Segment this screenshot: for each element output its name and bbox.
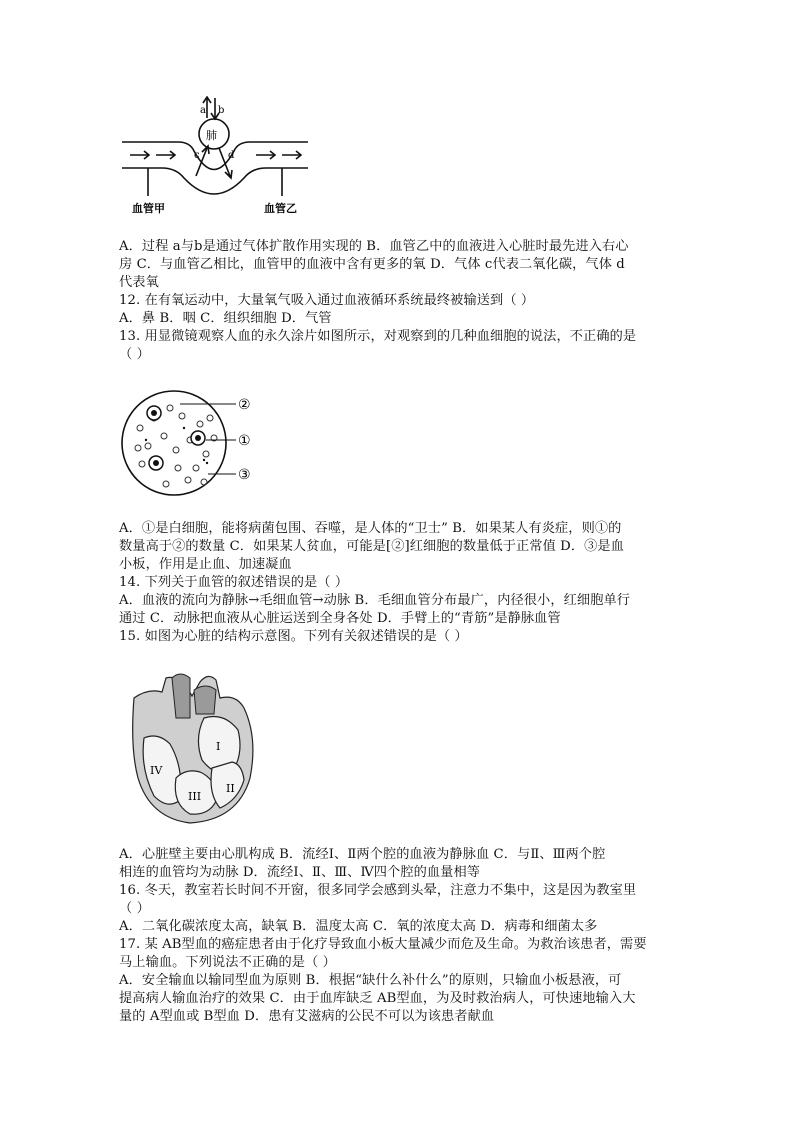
- smear-label-3: ③: [238, 467, 251, 483]
- organ-lung-label: 肺: [206, 129, 217, 142]
- q12-options: A．鼻 B．咽 C．组织细胞 D．气管: [119, 311, 332, 326]
- q16-stem-cont: （ ）: [119, 901, 150, 916]
- q11-options-line-2: 房 C．与血管乙相比，血管甲的血液中含有更多的氧 D．气体 c代表二氧化碳，气体 d: [119, 257, 625, 272]
- blood-smear-diagram: [118, 388, 268, 500]
- heart-label-3: III: [188, 790, 202, 803]
- q17-stem: 17. 某 AB型血的癌症患者由于化疗导致血小板大量减少而危及生命。为救治该患者，需要: [119, 937, 647, 952]
- vessel-left-label: 血管甲: [132, 202, 165, 215]
- label-c: c: [194, 150, 200, 161]
- q11-options-line-3: 代表氧: [119, 275, 159, 290]
- heart-label-2: II: [226, 782, 235, 795]
- smear-label-2: ②: [238, 397, 251, 413]
- label-b: b: [218, 105, 225, 116]
- q17-stem-cont: 马上输血。下列说法不正确的是（ ）: [119, 955, 336, 970]
- label-a: a: [200, 105, 206, 116]
- q17-options-line-1: A．安全输血以输同型血为原则 B．根据“缺什么补什么”的原则，只输血小板悬液，可: [119, 973, 622, 988]
- q14-options-line-1: A．血液的流向为静脉→毛细血管→动脉 B．毛细血管分布最广，内径很小，红细胞单行: [119, 593, 631, 608]
- q16-stem: 16. 冬天，教室若长时间不开窗，很多同学会感到头晕，注意力不集中，这是因为教室里: [119, 883, 637, 898]
- q13-options-line-3: 小板，作用是止血、加速凝血: [119, 557, 292, 572]
- q16-options: A．二氧化碳浓度太高，缺氧 B．温度太高 C．氧的浓度太高 D．病毒和细菌太多: [119, 919, 598, 934]
- smear-label-1: ①: [238, 433, 251, 449]
- heart-label-4: IV: [150, 764, 163, 777]
- heart-structure-diagram: [120, 668, 260, 828]
- q11-options-line-1: A．过程 a与b是通过气体扩散作用实现的 B．血管乙中的血液进入心脏时最先进入右心: [119, 239, 629, 254]
- q17-options-line-3: 量的 A型血或 B型血 D．患有艾滋病的公民不可以为该患者献血: [119, 1009, 495, 1024]
- q13-stem-cont: （ ）: [119, 347, 150, 362]
- q14-stem: 14. 下列关于血管的叙述错误的是（ ）: [119, 575, 349, 590]
- lung-vessel-diagram: [118, 96, 318, 218]
- vessel-right-label: 血管乙: [264, 202, 297, 215]
- q17-options-line-2: 提高病人输血治疗的效果 C．由于血库缺乏 AB型血，为及时救治病人，可快速地输入大: [119, 991, 636, 1006]
- heart-label-1: I: [216, 740, 221, 753]
- q12-stem: 12. 在有氧运动中，大量氧气吸入通过血液循环系统最终被输送到（ ）: [119, 293, 535, 308]
- q15-stem: 15. 如图为心脏的结构示意图。下列有关叙述错误的是（ ）: [119, 629, 468, 644]
- q13-options-line-1: A．①是白细胞，能将病菌包围、吞噬，是人体的“卫士” B．如果某人有炎症，则①的: [119, 521, 622, 536]
- q15-options-line-2: 相连的血管均为动脉 D．流经Ⅰ、Ⅱ、Ⅲ、Ⅳ四个腔的血量相等: [119, 865, 481, 880]
- q13-options-line-2: 数量高于②的数量 C．如果某人贫血，可能是[②]红细胞的数量低于正常值 D．③是血: [119, 539, 624, 554]
- q15-options-line-1: A．心脏壁主要由心肌构成 B．流经Ⅰ、Ⅱ两个腔的血液为静脉血 C．与Ⅱ、Ⅲ两个腔: [119, 847, 606, 862]
- q14-options-line-2: 通过 C．动脉把血液从心脏运送到全身各处 D．手臂上的“青筋”是静脉血管: [119, 611, 561, 626]
- label-d: d: [228, 150, 235, 161]
- q13-stem: 13. 用显微镜观察人血的永久涂片如图所示，对观察到的几种血细胞的说法，不正确的是: [119, 329, 637, 344]
